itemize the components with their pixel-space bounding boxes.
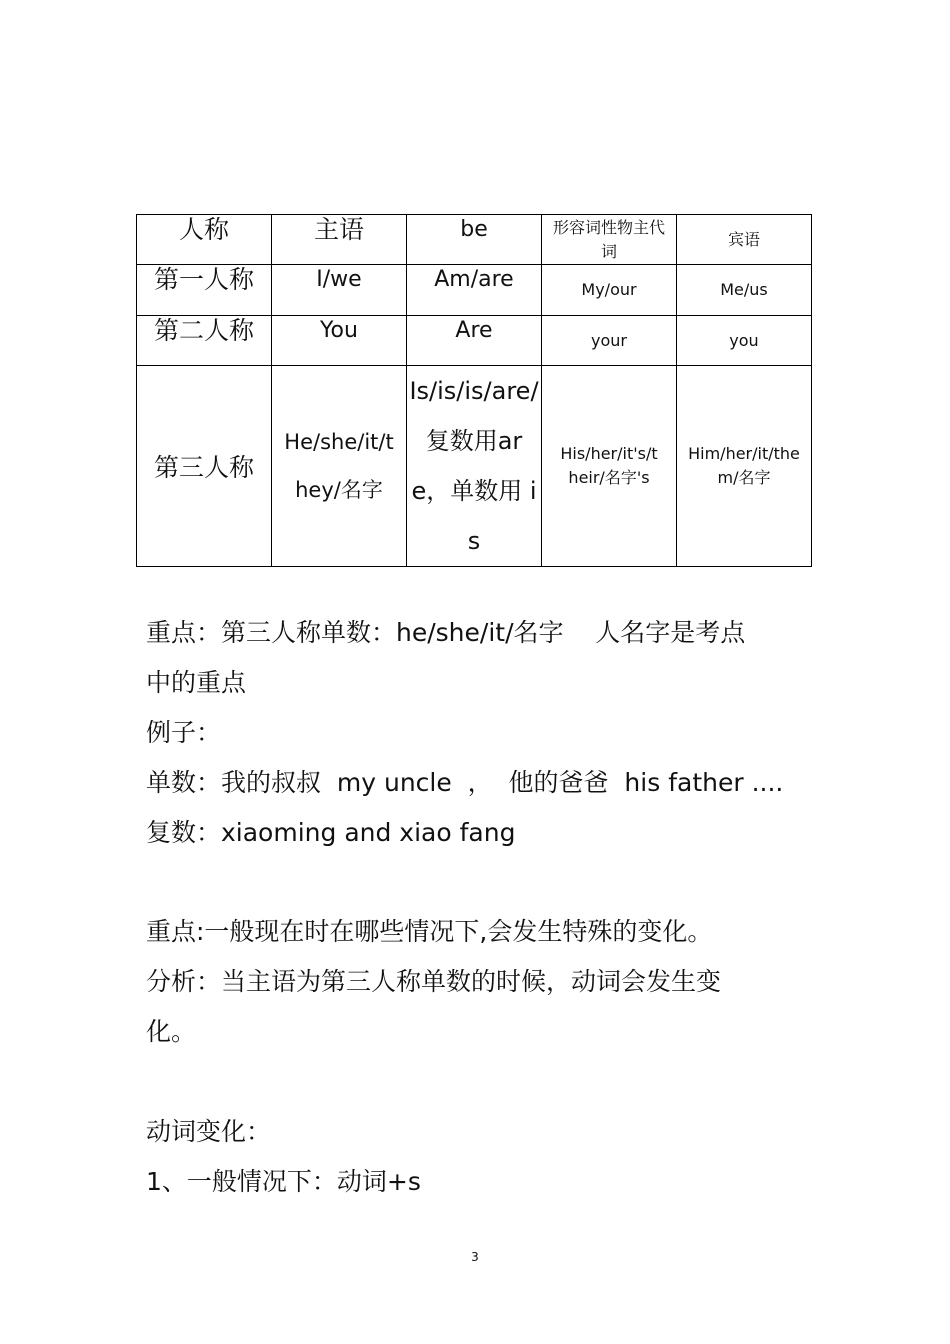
plural-example: 复数：xiaoming and xiao fang (146, 818, 516, 847)
cell-be (407, 366, 542, 567)
header-cell-be: be (407, 215, 542, 265)
header-possessive-text: 形容词性物主代词 (552, 217, 665, 261)
singular-example: 单数：我的叔叔 my uncle ， 他的爸爸 his father .... (146, 768, 784, 797)
cell-subject: I/we (272, 265, 407, 316)
header-cell-object: 宾语 (677, 215, 812, 265)
row-label-second-person: 第二人称 (137, 316, 272, 366)
cell-object-text: Him/her/it/them/名字 (688, 444, 800, 487)
key-point-2: 重点:一般现在时在哪些情况下,会发生特殊的变化。 (146, 917, 713, 946)
row-label-third-person: 第三人称 (137, 366, 272, 567)
header-cell-subject: 主语 (272, 215, 407, 265)
cell-be: Am/are (407, 265, 542, 316)
cell-object (677, 366, 812, 567)
cell-object: Me/us (677, 265, 812, 316)
cell-possessive (542, 366, 677, 567)
header-cell-possessive (542, 215, 677, 265)
analysis-line-1: 分析：当主语为第三人称单数的时候，动词会发生变 (146, 967, 722, 996)
row-label-first-person: 第一人称 (137, 265, 272, 316)
table-row (137, 366, 812, 567)
cell-be: Are (407, 316, 542, 366)
cell-subject: You (272, 316, 407, 366)
analysis-line-2: 化。 (146, 1017, 197, 1046)
cell-subject-text: He/she/it/they/名字 (284, 430, 394, 502)
table-row (137, 265, 812, 316)
verb-change-title: 动词变化： (146, 1117, 272, 1146)
header-cell-person: 人称 (137, 215, 272, 265)
cell-object: you (677, 316, 812, 366)
page-number: 3 (471, 1250, 479, 1264)
cell-subject (272, 366, 407, 567)
table-row (137, 316, 812, 366)
table-header-row (137, 215, 812, 265)
key-point-1-line-2: 中的重点 (146, 668, 247, 697)
cell-possessive: your (542, 316, 677, 366)
cell-possessive: My/our (542, 265, 677, 316)
example-label: 例子： (146, 718, 222, 747)
pronoun-table (136, 214, 812, 567)
key-point-1-line-1: 重点：第三人称单数：he/she/it/名字 人名字是考点 (146, 618, 746, 647)
cell-possessive-text: His/her/it's/their/名字's (560, 444, 658, 487)
cell-be-text: Is/is/is/are/复数用are，单数用 is (409, 377, 539, 555)
rule-1: 1、一般情况下：动词+s (146, 1167, 421, 1196)
